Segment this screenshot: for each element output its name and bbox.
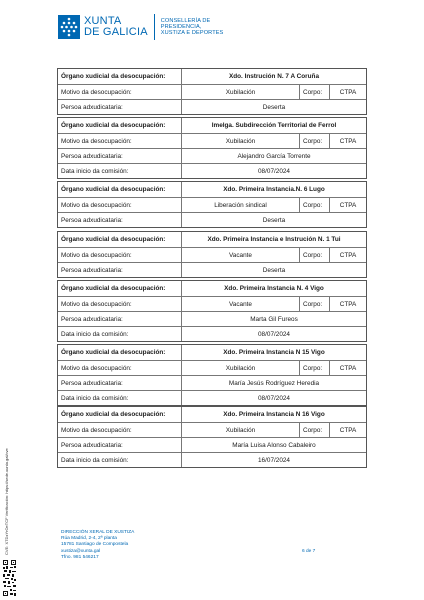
organo-value: Xdo. Primeira Instancia N 16 Vigo [223, 411, 325, 418]
persoa-value: Deserta [262, 103, 286, 111]
motivo-value: Xubilación [182, 134, 300, 148]
persoa-row [58, 437, 366, 452]
organo-label: Órgano xudicial da desocupación: [58, 118, 182, 133]
motivo-value: Xubilación [182, 85, 300, 99]
data-value: 08/07/2024 [258, 330, 290, 338]
organo-row [58, 345, 366, 360]
organo-label: Órgano xudicial da desocupación: [58, 345, 182, 360]
conselleria-name [161, 18, 224, 37]
corpo-value: CTPA [339, 251, 357, 259]
organo-value: Xdo. Primeira Instancia N. 4 Vigo [224, 285, 324, 292]
data-value: 08/07/2024 [258, 394, 290, 402]
conselleria-line-2: PRESIDENCIA, [160, 23, 202, 30]
organo-value: Xdo. Primeira Instancia N 15 Vigo [223, 349, 325, 356]
corpo-label: Corpo: [300, 198, 330, 212]
organo-value: Imelga. Subdirección Territorial de Ferrol [211, 122, 337, 129]
corpo-label: Corpo: [300, 361, 330, 375]
data-label: Data inicio da comisión: [58, 164, 182, 178]
verification-code: CVE: XTDzYrOeTCF Verificación: https://sede.xunta.gal/cve [4, 448, 9, 555]
persoa-row [58, 212, 366, 227]
organo-value: Xdo. Primeira Instancia e Instrución N. 1 Tui [207, 236, 341, 243]
organo-row [58, 281, 366, 296]
corpo-value: CTPA [339, 88, 357, 96]
organo-value: Xdo. Primeira Instancia.N. 6 Lugo [223, 186, 325, 193]
footer-phone: Tfno. 981 546217 [61, 554, 99, 560]
qr-code-icon [3, 560, 16, 596]
persoa-row [58, 311, 366, 326]
persoa-label: Persoa adxudicataria: [58, 213, 182, 227]
page-number: 6 de 7 [302, 549, 316, 554]
corpo-label: Corpo: [300, 134, 330, 148]
logo-line-1: XUNTA [84, 15, 122, 27]
conselleria-line-1: CONSELLERÍA DE [160, 17, 211, 24]
desocupacion-block-4 [57, 231, 367, 278]
data-label: Data inicio da comisión: [58, 391, 182, 405]
data-label: Data inicio da comisión: [58, 453, 182, 467]
desocupacion-block-1 [57, 68, 367, 115]
corpo-value: CTPA [339, 300, 357, 308]
footer-address [61, 530, 134, 561]
desocupacion-block-7 [57, 406, 367, 468]
footer-email: xustiza@xunta.gal [61, 548, 101, 554]
motivo-value: Xubilación [182, 423, 300, 437]
data-label: Data inicio da comisión: [58, 327, 182, 341]
motivo-label: Motivo da desocupación: [58, 423, 182, 437]
corpo-label: Corpo: [300, 297, 330, 311]
corpo-value: CTPA [339, 426, 357, 434]
organo-row [58, 407, 366, 422]
organo-row [58, 118, 366, 133]
organo-label: Órgano xudicial da desocupación: [58, 281, 182, 296]
persoa-value: Deserta [262, 266, 286, 274]
persoa-label: Persoa adxudicataria: [58, 312, 182, 326]
persoa-value: Alejandro García Torrente [237, 152, 311, 160]
desocupacion-block-5 [57, 280, 367, 342]
persoa-value: Deserta [262, 216, 286, 224]
corpo-value: CTPA [339, 364, 357, 372]
corpo-label: Corpo: [300, 85, 330, 99]
persoa-row [58, 262, 366, 277]
desocupacion-block-3 [57, 181, 367, 228]
motivo-label: Motivo da desocupación: [58, 198, 182, 212]
corpo-label: Corpo: [300, 423, 330, 437]
motivo-value: Vacante [182, 297, 300, 311]
motivo-row [58, 247, 366, 262]
motivo-value: Liberación sindical [182, 198, 300, 212]
data-row [58, 390, 366, 405]
persoa-value: Marta Gil Fureos [250, 315, 298, 323]
data-value: 08/07/2024 [258, 167, 290, 175]
desocupacion-block-6 [57, 344, 367, 406]
organo-row [58, 182, 366, 197]
persoa-value: María Luisa Alonso Cabaleiro [232, 441, 316, 449]
persoa-row [58, 148, 366, 163]
motivo-row [58, 360, 366, 375]
desocupacion-block-2 [57, 117, 367, 179]
footer-department: DIRECCIÓN XERAL DE XUSTIZA [61, 530, 135, 535]
corpo-value: CTPA [339, 137, 357, 145]
persoa-label: Persoa adxudicataria: [58, 438, 182, 452]
motivo-row [58, 197, 366, 212]
page-header [58, 14, 223, 40]
motivo-label: Motivo da desocupación: [58, 85, 182, 99]
persoa-label: Persoa adxudicataria: [58, 100, 182, 114]
logo-text [84, 16, 148, 38]
data-value: 16/07/2024 [258, 456, 290, 464]
corpo-label: Corpo: [300, 248, 330, 262]
persoa-row [58, 99, 366, 114]
motivo-row [58, 296, 366, 311]
motivo-value: Xubilación [182, 361, 300, 375]
motivo-row [58, 84, 366, 99]
persoa-row [58, 375, 366, 390]
motivo-row [58, 422, 366, 437]
footer-street: Rúa Madrid, 2-4, 2ª planta [61, 536, 117, 542]
organo-label: Órgano xudicial da desocupación: [58, 69, 182, 84]
persoa-label: Persoa adxudicataria: [58, 263, 182, 277]
organo-row [58, 69, 366, 84]
data-row [58, 163, 366, 178]
xunta-logo-icon [58, 15, 80, 39]
data-row [58, 326, 366, 341]
data-row [58, 452, 366, 467]
motivo-row [58, 133, 366, 148]
organo-row [58, 232, 366, 247]
motivo-label: Motivo da desocupación: [58, 134, 182, 148]
persoa-label: Persoa adxudicataria: [58, 376, 182, 390]
logo-divider [154, 14, 155, 40]
organo-label: Órgano xudicial da desocupación: [58, 407, 182, 422]
motivo-label: Motivo da desocupación: [58, 248, 182, 262]
motivo-label: Motivo da desocupación: [58, 297, 182, 311]
corpo-value: CTPA [339, 201, 357, 209]
persoa-value: María Jesús Rodríguez Heredia [228, 379, 320, 387]
conselleria-line-3: XUSTIZA E DEPORTES [160, 30, 224, 37]
footer-city: 15781 Santiago de Compostela [61, 542, 129, 548]
persoa-label: Persoa adxudicataria: [58, 149, 182, 163]
motivo-label: Motivo da desocupación: [58, 361, 182, 375]
verification-side-text [4, 445, 16, 555]
organo-label: Órgano xudicial da desocupación: [58, 232, 182, 247]
motivo-value: Vacante [182, 248, 300, 262]
organo-value: Xdo. Instrución N. 7 A Coruña [228, 73, 320, 80]
logo-line-2: DE GALICIA [84, 26, 148, 38]
organo-label: Órgano xudicial da desocupación: [58, 182, 182, 197]
